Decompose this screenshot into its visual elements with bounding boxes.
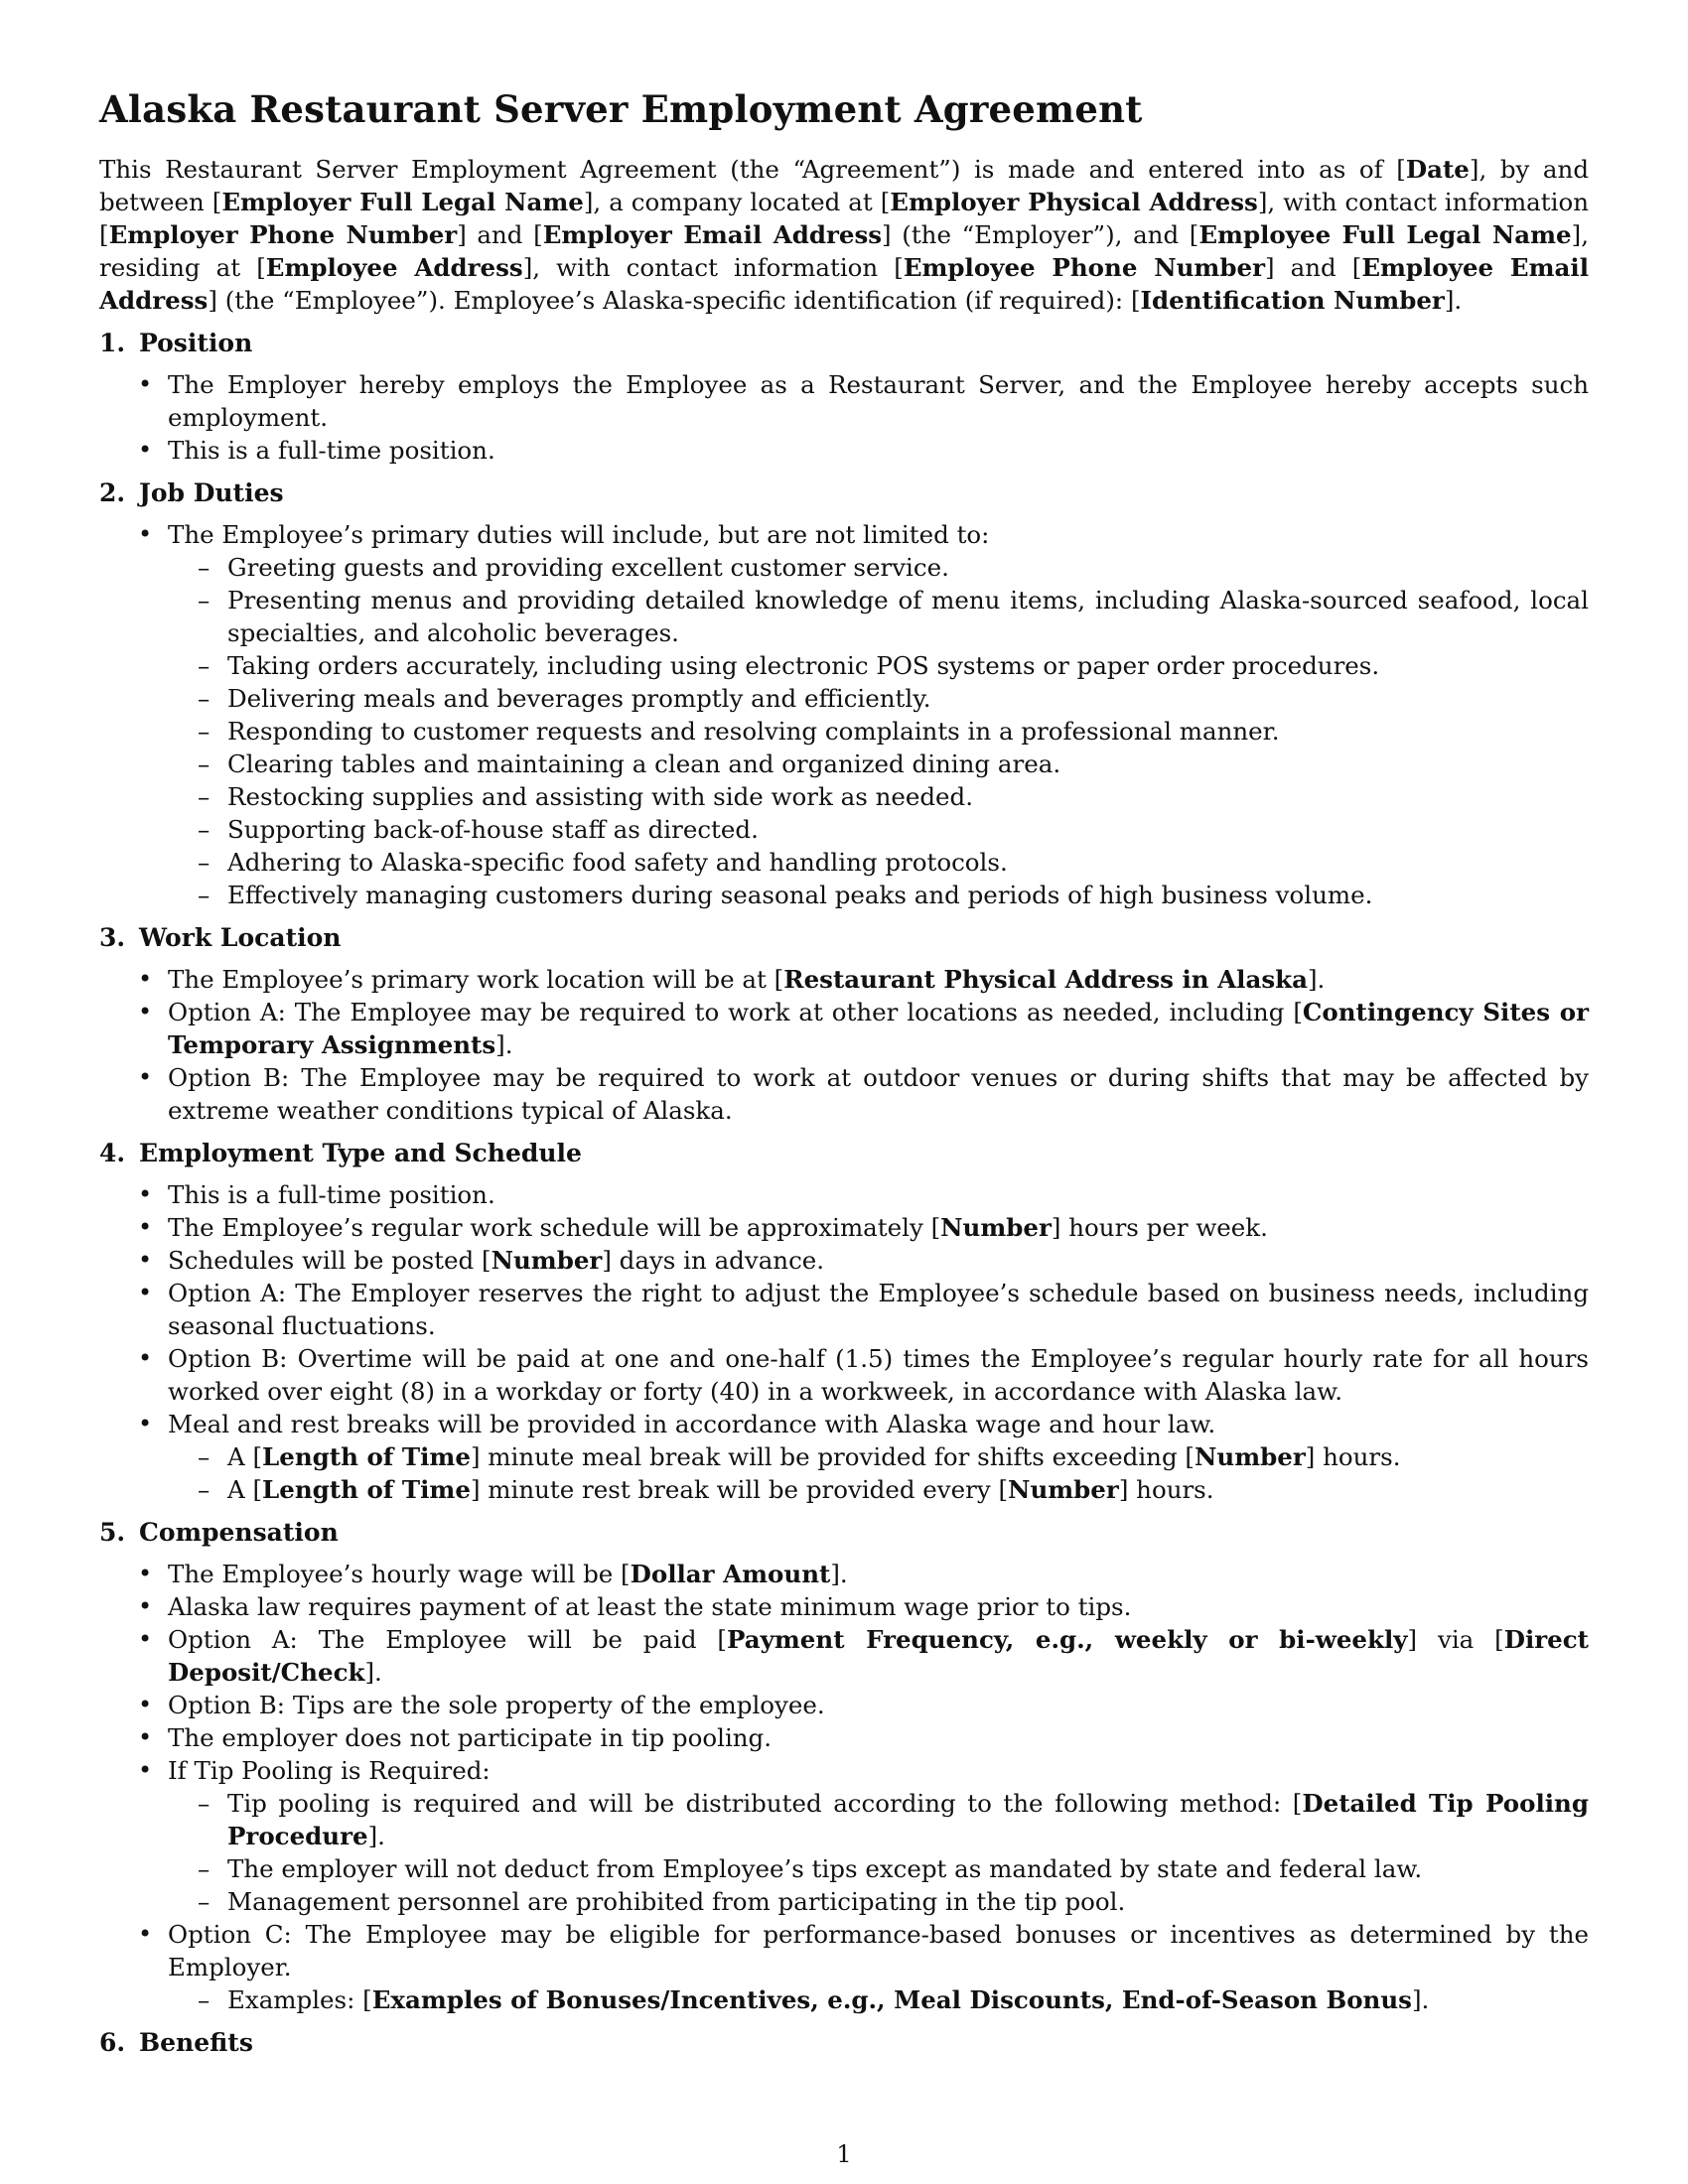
text-run: Option A: The Employee may be required to work at other locations as needed, including [ — [168, 998, 1303, 1026]
section-title: Work Location — [139, 923, 342, 952]
dash-icon: – — [198, 1475, 211, 1504]
section-list — [99, 963, 1589, 1127]
dash-icon: – — [198, 717, 211, 746]
placeholder-field: Employee Phone Number — [903, 253, 1265, 282]
text-run: Presenting menus and providing detailed knowledge of menu items, including Alaska-sourced seafood, local specialties, and alcoholic beverages. — [227, 586, 1589, 647]
bullet-icon: • — [138, 1625, 153, 1653]
list-item — [99, 368, 1589, 434]
section-list — [99, 1558, 1589, 2016]
placeholder-field: Number — [1008, 1475, 1119, 1504]
list-item — [99, 518, 1589, 911]
sub-list-item — [168, 846, 1589, 879]
text-run: Clearing tables and maintaining a clean and organized dining area. — [227, 750, 1061, 778]
bullet-icon: • — [138, 1279, 153, 1306]
dash-icon: – — [198, 782, 211, 811]
placeholder-field: Employer Physical Address — [890, 188, 1258, 216]
dash-icon: – — [198, 1442, 211, 1471]
text-run: Taking orders accurately, including using electronic POS systems or paper order procedures. — [227, 651, 1380, 680]
dash-icon: – — [198, 750, 211, 778]
text-run: This Restaurant Server Employment Agreement (the “Agreement”) is made and entered into as of [ — [99, 155, 1406, 184]
placeholder-field: Identification Number — [1140, 286, 1445, 315]
dash-icon: – — [198, 1789, 211, 1818]
dash-icon: – — [198, 651, 211, 680]
placeholder-field: Length of Time — [262, 1475, 471, 1504]
bullet-icon: • — [138, 1920, 153, 1948]
list-item — [99, 996, 1589, 1061]
text-run: The Employee’s regular work schedule will be approximately [ — [168, 1213, 941, 1242]
document-title: Alaska Restaurant Server Employment Agreement — [99, 87, 1143, 131]
bullet-icon: • — [138, 1592, 153, 1620]
section-list — [99, 518, 1589, 911]
dash-icon: – — [198, 881, 211, 909]
placeholder-field: Dollar Amount — [630, 1560, 831, 1588]
bullet-icon: • — [138, 1560, 153, 1587]
placeholder-field: Detailed Tip Pooling Procedure — [227, 1789, 1590, 1850]
placeholder-field: Employer Email Address — [542, 220, 883, 249]
placeholder-field: Employee Address — [265, 253, 523, 282]
placeholder-field: Examples of Bonuses/Incentives, e.g., Meal Discounts, End-of-Season Bonus — [371, 1985, 1412, 2014]
list-item — [99, 1342, 1589, 1408]
sub-list-item — [168, 1885, 1589, 1918]
section-number: 5. — [99, 1518, 126, 1547]
section-number: 4. — [99, 1139, 126, 1167]
dash-icon: – — [198, 684, 211, 713]
text-run: The Employee’s primary work location will be at [ — [168, 965, 784, 994]
dash-icon: – — [198, 586, 211, 614]
section-heading — [99, 1516, 1589, 1550]
text-run: The Employee’s hourly wage will be [ — [168, 1560, 631, 1588]
list-item — [99, 1558, 1589, 1590]
bullet-icon: • — [138, 965, 153, 993]
placeholder-field: Employer Full Legal Name — [221, 188, 584, 216]
sub-list-item — [168, 813, 1589, 846]
text-run: ] days in advance. — [602, 1246, 825, 1275]
section-list — [99, 1178, 1589, 1506]
placeholder-field: Contingency Sites or Temporary Assignments — [168, 998, 1589, 1059]
text-run: Schedules will be posted [ — [168, 1246, 492, 1275]
list-item — [99, 1408, 1589, 1506]
dash-icon: – — [198, 553, 211, 582]
placeholder-field: Restaurant Physical Address in Alaska — [783, 965, 1308, 994]
placeholder-field: Length of Time — [262, 1442, 471, 1471]
sections — [99, 327, 1589, 2060]
sub-list-item — [168, 1473, 1589, 1506]
list-item — [99, 1689, 1589, 1721]
bullet-icon: • — [138, 436, 153, 464]
text-run: Meal and rest breaks will be provided in accordance with Alaska wage and hour law. — [168, 1410, 1216, 1438]
text-run: Option B: Overtime will be paid at one and one-half (1.5) times the Employee’s regular hourly rate for all hours worked over eight (8) in a workday or forty (40) in a workweek, in accordance with Alaska law. — [168, 1344, 1589, 1406]
section-heading — [99, 477, 1589, 510]
placeholder-field: Employer Phone Number — [108, 220, 458, 249]
intro-paragraph — [99, 153, 1589, 317]
section-title: Position — [139, 329, 253, 357]
text-run: ] and [ — [457, 220, 543, 249]
section-number: 3. — [99, 923, 126, 952]
list-item — [99, 1061, 1589, 1127]
text-run: ] hours. — [1118, 1475, 1214, 1504]
bullet-icon: • — [138, 1246, 153, 1274]
section-title: Benefits — [139, 2028, 253, 2057]
text-run: The Employer hereby employs the Employee as a Restaurant Server, and the Employee hereby accepts such employment. — [168, 370, 1589, 432]
text-run: This is a full-time position. — [168, 436, 495, 465]
list-item — [99, 1244, 1589, 1277]
text-run: ] minute rest break will be provided every [ — [470, 1475, 1009, 1504]
section-number: 6. — [99, 2028, 126, 2057]
text-run: ], residing at [ — [99, 220, 1590, 282]
text-run: Examples: [ — [227, 1985, 372, 2014]
text-run: Option A: The Employer reserves the right to adjust the Employee’s schedule based on business needs, including seasonal fluctuations. — [168, 1279, 1589, 1340]
sub-list-item — [168, 879, 1589, 911]
list-item — [99, 1721, 1589, 1754]
text-run: The employer will not deduct from Employee’s tips except as mandated by state and federal law. — [227, 1854, 1423, 1883]
dash-icon: – — [198, 1854, 211, 1883]
text-run: ] minute meal break will be provided for shifts exceeding [ — [470, 1442, 1195, 1471]
text-run: Restocking supplies and assisting with side work as needed. — [227, 782, 974, 811]
sub-list-item — [168, 649, 1589, 682]
dash-icon: – — [198, 815, 211, 844]
sub-list — [108, 1440, 1589, 1506]
sub-list-item — [168, 715, 1589, 748]
list-item — [99, 1918, 1589, 2016]
text-run: Supporting back-of-house staff as directed. — [227, 815, 759, 844]
text-run: Option B: Tips are the sole property of the employee. — [168, 1691, 825, 1719]
text-run: Management personnel are prohibited from participating in the tip pool. — [227, 1887, 1126, 1916]
text-run: ], a company located at [ — [583, 188, 891, 216]
text-run: ] hours. — [1305, 1442, 1401, 1471]
placeholder-field: Number — [491, 1246, 603, 1275]
text-run: ]. — [1444, 286, 1463, 315]
placeholder-field: Number — [940, 1213, 1052, 1242]
text-run: ] and [ — [1264, 253, 1362, 282]
text-run: This is a full-time position. — [168, 1180, 495, 1209]
sub-list-item — [168, 1440, 1589, 1473]
sub-list-item — [168, 682, 1589, 715]
sub-list-item — [168, 1983, 1589, 2016]
text-run: ]. — [830, 1560, 848, 1588]
placeholder-field: Employee Email Address — [99, 253, 1590, 315]
placeholder-field: Date — [1405, 155, 1470, 184]
bullet-icon: • — [138, 1691, 153, 1718]
list-item — [99, 1754, 1589, 1918]
text-run: Option A: The Employee will be paid [ — [168, 1625, 727, 1654]
section-heading — [99, 2026, 1589, 2060]
bullet-icon: • — [138, 520, 153, 548]
document-body — [99, 87, 1589, 2068]
sub-list-item — [168, 748, 1589, 780]
text-run: ]. — [1307, 965, 1326, 994]
text-run: Tip pooling is required and will be distributed according to the following method: [ — [227, 1789, 1303, 1818]
section-heading — [99, 1137, 1589, 1170]
text-run: ]. — [495, 1030, 513, 1059]
text-run: ] (the “Employee”). Employee’s Alaska-specific identification (if required): [ — [208, 286, 1141, 315]
list-item — [99, 434, 1589, 467]
text-run: A [ — [227, 1475, 263, 1504]
text-run: ], by and between [ — [99, 155, 1590, 216]
sub-list — [108, 551, 1589, 911]
list-item — [99, 1623, 1589, 1689]
text-run: ] hours per week. — [1051, 1213, 1268, 1242]
section-title: Compensation — [139, 1518, 339, 1547]
dash-icon: – — [198, 1887, 211, 1916]
text-run: If Tip Pooling is Required: — [168, 1756, 491, 1785]
bullet-icon: • — [138, 1180, 153, 1208]
text-run: Responding to customer requests and resolving complaints in a professional manner. — [227, 717, 1280, 746]
list-item — [99, 1590, 1589, 1623]
text-run: Option B: The Employee may be required to work at outdoor venues or during shifts that may be affected by extreme weather conditions typical of Alaska. — [168, 1063, 1589, 1125]
sub-list-item — [168, 1787, 1589, 1852]
sub-list-item — [168, 584, 1589, 649]
text-run: ], with contact information [ — [99, 188, 1589, 249]
section-title: Employment Type and Schedule — [139, 1139, 582, 1167]
sub-list-item — [168, 551, 1589, 584]
text-run: ]. — [367, 1822, 385, 1850]
text-run: Effectively managing customers during seasonal peaks and periods of high business volume. — [227, 881, 1373, 909]
section-number: 2. — [99, 478, 126, 507]
placeholder-field: Employee Full Legal Name — [1198, 220, 1572, 249]
bullet-icon: • — [138, 1213, 153, 1241]
sub-list-item — [168, 780, 1589, 813]
text-run: Greeting guests and providing excellent customer service. — [227, 553, 949, 582]
page-number: 1 — [836, 2140, 852, 2168]
section-list — [99, 368, 1589, 467]
list-item — [99, 1211, 1589, 1244]
bullet-icon: • — [138, 1344, 153, 1372]
text-run: Option C: The Employee may be eligible for performance-based bonuses or incentives as determined by the Employer. — [168, 1920, 1589, 1981]
list-item — [99, 1277, 1589, 1342]
text-run: Alaska law requires payment of at least the state minimum wage prior to tips. — [168, 1592, 1132, 1621]
sub-list — [108, 1787, 1589, 1918]
bullet-icon: • — [138, 1410, 153, 1437]
bullet-icon: • — [138, 1063, 153, 1091]
list-item — [99, 963, 1589, 996]
dash-icon: – — [198, 848, 211, 877]
section-heading — [99, 327, 1589, 360]
text-run: The employer does not participate in tip pooling. — [168, 1723, 773, 1752]
text-run: ]. — [364, 1658, 382, 1687]
placeholder-field: Direct Deposit/Check — [168, 1625, 1589, 1687]
section-heading — [99, 921, 1589, 955]
placeholder-field: Number — [1195, 1442, 1306, 1471]
text-run: A [ — [227, 1442, 263, 1471]
text-run: ], with contact information [ — [522, 253, 904, 282]
text-run: Adhering to Alaska-specific food safety and handling protocols. — [227, 848, 1008, 877]
sub-list — [108, 1983, 1589, 2016]
text-run: ] via [ — [1407, 1625, 1504, 1654]
text-run: The Employee’s primary duties will include, but are not limited to: — [168, 520, 990, 549]
sub-list-item — [168, 1852, 1589, 1885]
placeholder-field: Payment Frequency, e.g., weekly or bi-weekly — [727, 1625, 1408, 1654]
dash-icon: – — [198, 1985, 211, 2014]
section-title: Job Duties — [139, 478, 284, 507]
text-run: Delivering meals and beverages promptly and efficiently. — [227, 684, 931, 713]
bullet-icon: • — [138, 1723, 153, 1751]
bullet-icon: • — [138, 998, 153, 1025]
section-number: 1. — [99, 329, 126, 357]
bullet-icon: • — [138, 1756, 153, 1784]
text-run: ] (the “Employer”), and [ — [882, 220, 1199, 249]
text-run: ]. — [1411, 1985, 1430, 2014]
bullet-icon: • — [138, 370, 153, 398]
list-item — [99, 1178, 1589, 1211]
